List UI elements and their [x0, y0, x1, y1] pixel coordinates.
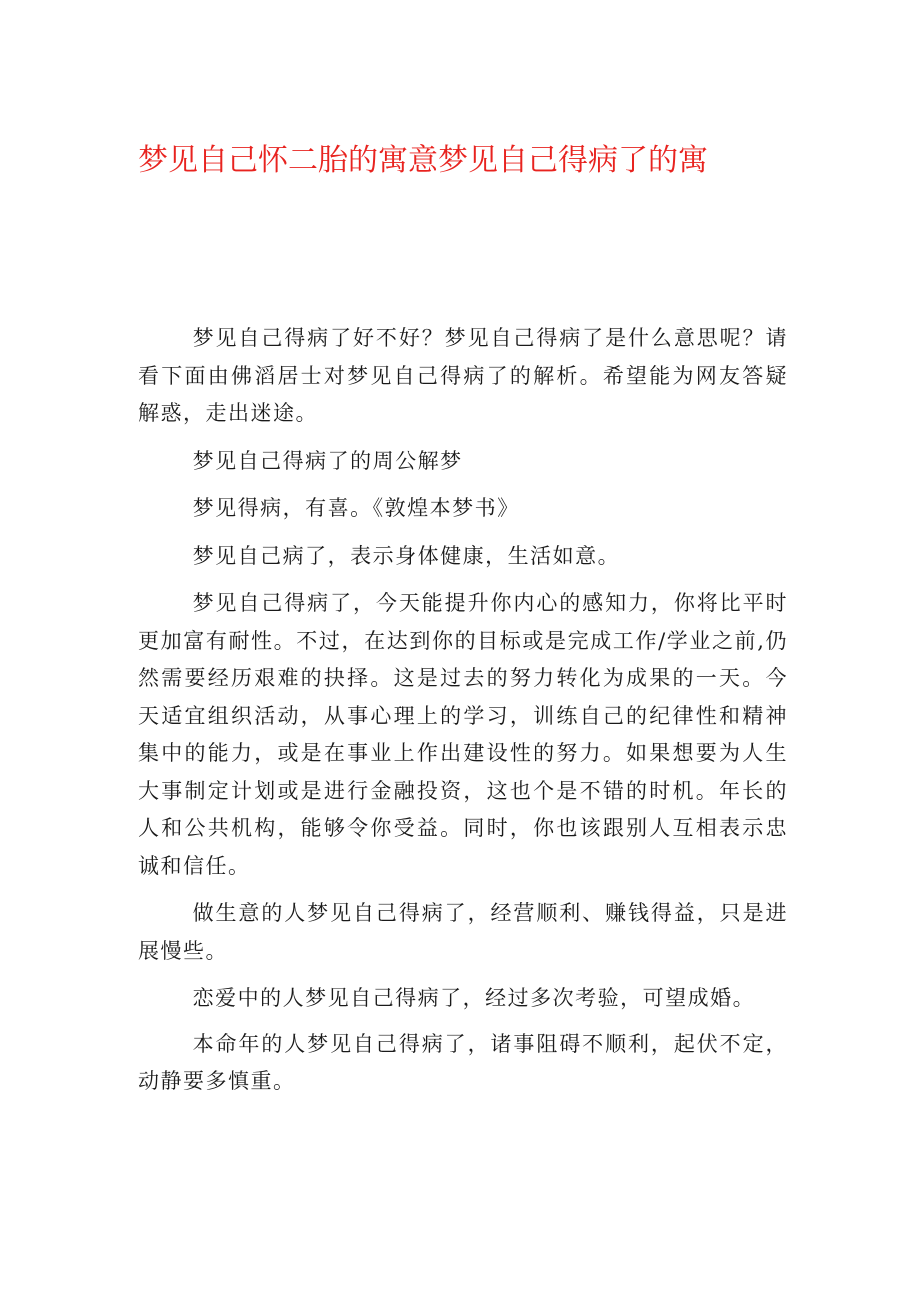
- document-title: 梦见自己怀二胎的寓意梦见自己得病了的寓: [138, 143, 708, 178]
- document-body: [138, 320, 788, 1111]
- paragraph-zodiac-year: 本命年的人梦见自己得病了，诸事阻碍不顺利，起伏不定，动静要多慎重。: [138, 1031, 788, 1093]
- paragraph-business: 做生意的人梦见自己得病了，经营顺利、赚钱得益，只是进展慢些。: [138, 901, 788, 963]
- paragraph-health: 梦见自己病了，表示身体健康，生活如意。: [192, 543, 621, 568]
- paragraph-quote: 梦见得病，有喜。《敦煌本梦书》: [192, 496, 520, 520]
- paragraph-intro: 梦见自己得病了好不好？梦见自己得病了是什么意思呢？请看下面由佛滔居士对梦见自己得病了的解析。希望能为网友答疑解惑，走出迷途。: [138, 326, 788, 425]
- paragraph-love: 恋爱中的人梦见自己得病了，经过多次考验，可望成婚。: [192, 986, 756, 1010]
- paragraph-detail: 梦见自己得病了，今天能提升你内心的感知力，你将比平时更加富有耐性。不过，在达到你的目标或是完成工作/学业之前,仍然需要经历艰难的抉择。这是过去的努力转化为成果的一天。今天适宜组织活动，从事心理上的学习，训练自己的纪律性和精神集中的能力，或是在事业上作出建设性的努力。如果想要为人生大事制定计划或是进行金融投资，这也个是不错的时机。年长的人和公共机构，能够令你受益。同时，你也该跟别人互相表示忠诚和信任。: [138, 591, 788, 878]
- paragraph-subheading: 梦见自己得病了的周公解梦: [192, 448, 463, 473]
